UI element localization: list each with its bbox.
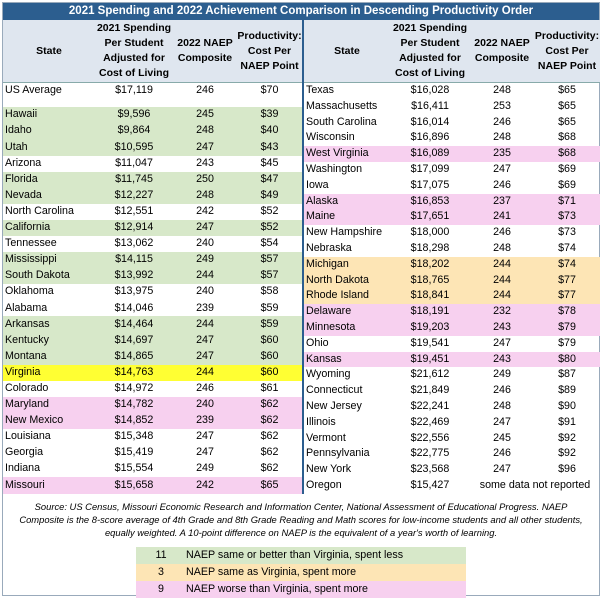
spending-cell: $13,992 [95,268,173,284]
source-note: Source: US Census, Missouri Economic Research and Information Center, National Assessment of Educational Progress. NAEP Composite is the 8-score average of 4th Grade and 8th Grade Reading and Math scores for low-income students and all other students, equally weighted. A 10-point difference on NAEP is the equivalent of a year's worth of learning. [19,500,583,538]
naep-cell: 245 [493,431,511,444]
header-state: State [3,20,95,83]
naep-cell: 240 [196,237,214,250]
state-cell: New Jersey [306,399,362,412]
productivity-cell: $65 [558,99,576,112]
naep-cell: 246 [493,178,511,191]
spending-cell: $14,115 [95,252,173,268]
state-cell: Delaware [304,304,390,320]
spending-cell: $22,469 [410,415,450,428]
spacer-cell [95,99,173,107]
spending-cell: $18,191 [390,304,470,320]
state-cell: New Hampshire [306,226,383,239]
table-row [3,172,303,188]
naep-cell: 246 [196,381,214,394]
table-row [3,236,303,252]
legend-item [136,564,466,581]
spending-cell: $12,551 [114,204,154,217]
spending-cell: $21,612 [410,368,450,381]
productivity-cell: $61 [260,381,279,394]
naep-cell: 239 [173,413,237,429]
state-cell: Montana [3,349,95,365]
spending-cell: $14,782 [95,397,173,413]
naep-cell: 245 [173,107,237,123]
state-cell: South Carolina [306,115,377,128]
naep-cell: 241 [470,209,534,225]
naep-cell: 248 [493,84,511,96]
table-row [304,194,600,210]
naep-cell: 247 [173,139,237,155]
table-row [304,288,600,304]
spending-cell: $18,000 [410,226,450,239]
table-row [304,478,600,494]
right-table [304,20,600,494]
spending-cell: $14,865 [95,349,173,365]
naep-cell: 240 [173,397,237,413]
table-row [304,399,600,415]
naep-cell: 235 [470,146,534,162]
naep-cell: 246 [493,384,511,397]
productivity-cell: $89 [558,384,576,397]
productivity-cell: $65 [558,115,576,128]
naep-cell: 240 [196,285,214,298]
table-row [3,204,303,220]
state-cell: Michigan [304,257,390,273]
header-naep: 2022 NAEP Composite [470,20,534,83]
naep-cell: 249 [173,252,237,268]
naep-cell: 248 [493,399,511,412]
table-row [3,333,303,349]
table-row [304,431,600,447]
naep-cell: 244 [173,365,237,381]
state-cell: Tennessee [5,237,57,250]
productivity-cell: $60 [237,349,303,365]
spending-cell: $16,089 [390,146,470,162]
spacer-cell [237,99,303,107]
naep-cell: 244 [470,273,534,289]
table-row [304,320,600,336]
spending-cell: $14,464 [95,316,173,332]
state-cell: Wisconsin [306,131,355,144]
state-cell: Oregon [306,478,342,491]
productivity-cell: $73 [534,209,600,225]
legend-count: 3 [158,565,164,578]
table-row [304,146,600,162]
spending-cell: $18,841 [390,288,470,304]
state-cell: Nevada [3,188,95,204]
header-spending: 2021 Spending Per Student Adjusted for Cost of Living [390,20,470,83]
productivity-cell: $69 [558,178,576,191]
productivity-cell: $87 [558,368,576,381]
naep-cell: 253 [493,99,511,112]
state-cell: Mississippi [3,252,95,268]
spending-cell: $16,896 [410,131,450,144]
figure-title: 2021 Spending and 2022 Achievement Comparison in Descending Productivity Order [3,3,599,20]
state-cell: Texas [306,84,334,96]
table-row [304,257,600,273]
table-row [304,383,600,399]
spending-cell: $15,554 [114,462,154,475]
state-cell: Kansas [304,352,390,368]
state-cell: Virginia [3,365,95,381]
right-table-body [304,83,600,494]
naep-cell: 244 [173,268,237,284]
table-row [304,367,600,383]
table-row [3,445,303,461]
spacer-cell [173,99,237,107]
table-row [3,397,303,413]
spending-cell: $16,014 [410,115,450,128]
state-cell: Maine [304,209,390,225]
table-row [3,252,303,268]
productivity-cell: $77 [534,273,600,289]
legend-count: 11 [155,548,167,561]
spending-cell: $12,914 [95,220,173,236]
productivity-cell: $58 [260,285,279,298]
state-cell: Florida [3,172,95,188]
state-cell: Wyoming [306,368,351,381]
naep-cell: 246 [493,115,511,128]
naep-cell: 247 [493,162,511,175]
naep-cell: 248 [173,188,237,204]
table-row [3,83,303,100]
table-row [304,336,600,352]
naep-cell: 243 [470,352,534,368]
table-row [304,241,600,257]
spending-cell: $19,451 [390,352,470,368]
productivity-cell: $65 [558,84,576,96]
productivity-cell: $59 [260,301,279,314]
state-cell: New York [306,463,352,476]
right-header-row [304,20,600,83]
state-cell: South Dakota [3,268,95,284]
table-row [3,107,303,123]
spending-cell: $21,849 [410,384,450,397]
productivity-cell: $68 [534,146,600,162]
table-row [304,304,600,320]
naep-cell: 247 [173,220,237,236]
productivity-cell: $91 [558,415,576,428]
spending-cell: $9,596 [95,107,173,123]
productivity-cell: $80 [534,352,600,368]
state-cell: Minnesota [304,320,390,336]
state-cell: Pennsylvania [306,447,370,460]
productivity-cell: $39 [237,107,303,123]
legend [136,547,466,598]
naep-cell: 239 [196,301,214,314]
spending-cell: $17,119 [115,84,153,97]
productivity-cell: $57 [237,268,303,284]
header-productivity: Productivity: Cost Per NAEP Point [534,20,600,83]
table-row [3,220,303,236]
spending-cell: $16,853 [390,194,470,210]
state-cell: New Mexico [3,413,95,429]
spending-cell: $15,419 [114,446,154,459]
productivity-cell: $43 [237,139,303,155]
header-naep: 2022 NAEP Composite [173,20,237,83]
naep-cell: 247 [196,446,214,459]
spending-cell: $17,651 [390,209,470,225]
state-cell: Idaho [3,123,95,139]
productivity-cell: $96 [558,463,576,476]
table-row [3,139,303,155]
spacer-row [3,99,303,107]
table-row [304,178,600,194]
productivity-cell: $62 [237,397,303,413]
spending-cell: $17,099 [410,162,450,175]
state-cell: US Average [5,84,62,97]
header-productivity: Productivity: Cost Per NAEP Point [237,20,303,83]
naep-cell: 249 [196,462,214,475]
legend-item [136,581,466,598]
table-row [304,415,600,431]
table-row [3,316,303,332]
productivity-cell: $92 [558,431,576,444]
spending-cell: $14,763 [95,365,173,381]
productivity-cell: $59 [237,316,303,332]
productivity-cell: $79 [534,320,600,336]
productivity-cell: $74 [558,241,576,254]
state-cell: Connecticut [306,384,363,397]
productivity-cell: $77 [534,288,600,304]
naep-cell: 242 [173,477,237,493]
legend-label: NAEP worse than Virginia, spent more [186,582,368,595]
productivity-cell: $45 [260,156,279,169]
spending-cell: $11,047 [115,156,153,169]
productivity-cell: $62 [260,462,279,475]
productivity-cell: $54 [260,237,279,250]
state-cell: Illinois [306,415,336,428]
productivity-cell: $62 [237,413,303,429]
state-cell: Indiana [5,462,41,475]
left-table [3,20,304,494]
table-row [304,225,600,241]
naep-cell: 244 [470,257,534,273]
tables-container [3,20,599,494]
table-row [3,413,303,429]
naep-cell: 247 [196,430,214,443]
spending-cell: $14,972 [114,381,154,394]
productivity-cell: $47 [237,172,303,188]
productivity-cell: $60 [237,365,303,381]
spacer-cell [3,99,95,107]
state-cell: Kentucky [3,333,95,349]
table-row [3,349,303,365]
state-cell: Ohio [306,336,329,349]
state-cell: Iowa [306,178,329,191]
comparison-figure [2,2,600,596]
spending-cell: $19,541 [410,336,450,349]
state-cell: Utah [3,139,95,155]
table-row [3,123,303,139]
naep-cell: 232 [470,304,534,320]
state-cell: Oklahoma [5,285,54,298]
spending-cell: $15,427 [410,478,450,491]
naep-cell: 248 [493,241,511,254]
spending-cell: $10,595 [95,139,173,155]
spending-cell: $19,203 [390,320,470,336]
productivity-cell: $60 [237,333,303,349]
state-cell: Maryland [3,397,95,413]
table-row [304,115,600,131]
table-row [304,462,600,478]
table-row [304,162,600,178]
naep-cell: 244 [470,288,534,304]
table-row [304,130,600,146]
state-cell: Vermont [306,431,346,444]
header-spending: 2021 Spending Per Student Adjusted for Cost of Living [95,20,173,83]
productivity-cell: $73 [558,226,576,239]
productivity-cell: $62 [260,430,279,443]
table-row [3,188,303,204]
productivity-cell: $52 [237,220,303,236]
table-row [3,365,303,381]
naep-cell: 243 [470,320,534,336]
spending-cell: $15,348 [114,430,154,443]
state-cell: Washington [306,162,363,175]
state-cell: Colorado [5,381,49,394]
productivity-cell: $78 [534,304,600,320]
spending-cell: $16,411 [411,99,449,112]
naep-cell: 246 [196,84,214,97]
productivity-cell: $70 [260,84,279,97]
spending-cell: $18,765 [390,273,470,289]
spending-cell: $22,775 [410,447,450,460]
spending-cell: $12,227 [95,188,173,204]
naep-cell: 246 [493,447,511,460]
table-row [304,99,600,115]
spending-cell: $14,046 [114,301,154,314]
spending-cell: $14,852 [95,413,173,429]
productivity-cell: $71 [534,194,600,210]
spending-cell: $15,658 [95,477,173,493]
spending-cell: $14,697 [95,333,173,349]
table-row [3,477,303,493]
spending-cell: $17,075 [410,178,450,191]
naep-cell: 242 [196,204,214,217]
state-cell: Hawaii [3,107,95,123]
productivity-cell: $49 [237,188,303,204]
productivity-cell: $68 [558,131,576,144]
naep-cell: 244 [173,316,237,332]
naep-cell: 247 [173,349,237,365]
naep-cell: 246 [493,226,511,239]
state-cell: Arkansas [3,316,95,332]
state-cell: California [3,220,95,236]
naep-cell: 248 [493,131,511,144]
spending-cell: $22,556 [410,431,450,444]
productivity-cell: $74 [534,257,600,273]
table-row [3,381,303,397]
productivity-cell: $40 [237,123,303,139]
table-row [304,83,600,99]
spending-cell: $13,062 [114,237,154,250]
state-cell: West Virginia [304,146,390,162]
productivity-cell: $57 [237,252,303,268]
productivity-cell: $92 [558,447,576,460]
table-row [3,156,303,172]
productivity-cell: $62 [260,446,279,459]
legend-label: NAEP same as Virginia, spent more [186,565,357,578]
state-cell: Alaska [304,194,390,210]
spending-cell: $9,864 [95,123,173,139]
table-row [304,273,600,289]
productivity-cell: $69 [558,162,576,175]
naep-cell: 248 [173,123,237,139]
naep-cell: 243 [196,156,214,169]
left-table-body [3,83,303,494]
state-cell: Nebraska [306,241,352,254]
naep-cell: 247 [493,415,511,428]
table-row [304,209,600,225]
state-cell: North Carolina [5,204,74,217]
spending-cell: $16,028 [410,84,450,96]
left-header-row [3,20,303,83]
naep-cell: 247 [493,463,511,476]
note-cell: some data not reported [479,478,591,491]
state-cell: North Dakota [304,273,390,289]
state-cell: Rhode Island [304,288,390,304]
state-cell: Louisiana [5,430,51,443]
spending-cell: $13,975 [114,285,154,298]
table-row [304,352,600,368]
spending-cell: $11,745 [95,172,173,188]
spending-cell: $18,202 [390,257,470,273]
table-row [304,446,600,462]
naep-cell: 247 [173,333,237,349]
legend-label: NAEP same or better than Virginia, spent less [186,548,404,561]
state-cell: Georgia [5,446,44,459]
spending-cell: $18,298 [410,241,450,254]
header-state: State [304,20,390,83]
state-cell: Massachusetts [306,99,378,112]
table-row [3,284,303,300]
legend-item [136,547,466,564]
productivity-cell: $79 [558,336,576,349]
state-cell: Alabama [5,301,48,314]
table-row [3,429,303,445]
naep-cell: 250 [173,172,237,188]
spending-cell: $22,241 [410,399,450,412]
table-row [3,461,303,477]
state-cell: Arizona [5,156,42,169]
table-row [3,300,303,316]
naep-cell: 249 [493,368,511,381]
spending-cell: $23,568 [410,463,450,476]
productivity-cell: $52 [260,204,279,217]
state-cell: Missouri [3,477,95,493]
legend-count: 9 [158,582,164,595]
productivity-cell: $90 [558,399,576,412]
naep-cell: 237 [470,194,534,210]
table-row [3,268,303,284]
naep-cell: 247 [493,336,511,349]
productivity-cell: $65 [237,477,303,493]
